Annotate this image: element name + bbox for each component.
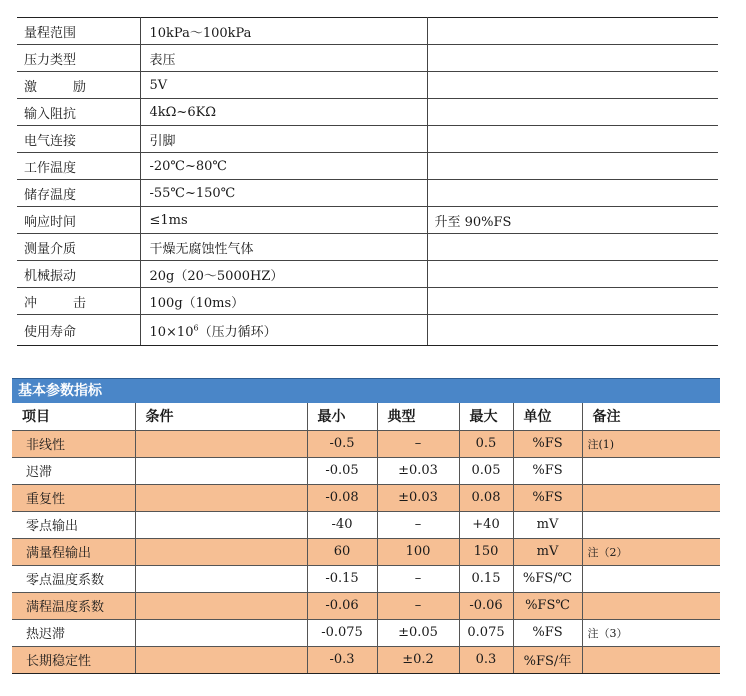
header-note: 备注 (582, 403, 720, 430)
param-row (12, 592, 720, 619)
header-min: 最小 (307, 403, 377, 430)
spec-label: 测量介质 (17, 234, 140, 261)
spec-label: 冲 击 (17, 288, 140, 315)
param-max: +40 (459, 511, 513, 538)
param-max: 150 (459, 538, 513, 565)
param-typ: ±0.03 (377, 484, 459, 511)
header-max: 最大 (459, 403, 513, 430)
param-unit: %FS (513, 484, 582, 511)
spec-value: 表压 (140, 45, 427, 72)
spec-row (17, 18, 718, 45)
param-unit: mV (513, 511, 582, 538)
param-item: 长期稳定性 (12, 646, 135, 673)
param-min: -0.08 (307, 484, 377, 511)
param-unit: %FS/年 (513, 646, 582, 673)
spec-label: 储存温度 (17, 180, 140, 207)
param-row (12, 457, 720, 484)
spec-row (17, 261, 718, 288)
param-item: 满量程输出 (12, 538, 135, 565)
spec-note (427, 315, 718, 346)
spec-label: 压力类型 (17, 45, 140, 72)
param-note (582, 511, 720, 538)
param-item: 重复性 (12, 484, 135, 511)
param-cond (135, 457, 307, 484)
param-item: 迟滞 (12, 457, 135, 484)
spec-value: 引脚 (140, 126, 427, 153)
spec-value: ≤1ms (140, 207, 427, 234)
param-unit: %FS/℃ (513, 565, 582, 592)
spec-note (427, 45, 718, 72)
spec-label: 机械振动 (17, 261, 140, 288)
spec-note (427, 72, 718, 99)
spec-row (17, 72, 718, 99)
spec-row (17, 126, 718, 153)
spec-value: 5V (140, 72, 427, 99)
spec-note (427, 153, 718, 180)
param-max: -0.06 (459, 592, 513, 619)
param-section (12, 378, 720, 674)
param-max: 0.15 (459, 565, 513, 592)
spec-value: 100g（10ms） (140, 288, 427, 315)
param-min: -0.3 (307, 646, 377, 673)
param-row (12, 430, 720, 457)
param-typ: ±0.05 (377, 619, 459, 646)
spec-value: 干燥无腐蚀性气体 (140, 234, 427, 261)
param-row (12, 646, 720, 673)
spec-value: 4kΩ~6KΩ (140, 99, 427, 126)
header-condition: 条件 (135, 403, 307, 430)
spec-value: 20g（20～5000HZ） (140, 261, 427, 288)
spec-note (427, 126, 718, 153)
param-unit: %FS (513, 619, 582, 646)
param-min: -0.05 (307, 457, 377, 484)
header-item: 项目 (12, 403, 135, 430)
param-item: 非线性 (12, 430, 135, 457)
spec-value: 10kPa～100kPa (140, 18, 427, 45)
param-min: 60 (307, 538, 377, 565)
spec-row (17, 288, 718, 315)
param-note (582, 646, 720, 673)
param-cond (135, 619, 307, 646)
param-row (12, 538, 720, 565)
param-table (12, 403, 720, 674)
param-typ: – (377, 511, 459, 538)
param-min: -0.15 (307, 565, 377, 592)
param-unit: mV (513, 538, 582, 565)
param-item: 热迟滞 (12, 619, 135, 646)
param-max: 0.075 (459, 619, 513, 646)
param-row (12, 511, 720, 538)
param-cond (135, 511, 307, 538)
param-cond (135, 565, 307, 592)
spec-row (17, 180, 718, 207)
spec-note (427, 180, 718, 207)
spec-label: 输入阻抗 (17, 99, 140, 126)
param-cond (135, 538, 307, 565)
spec-note (427, 261, 718, 288)
spec-table (17, 17, 718, 346)
param-typ: – (377, 565, 459, 592)
param-section-title: 基本参数指标 (12, 378, 720, 403)
param-note (582, 565, 720, 592)
param-note (582, 484, 720, 511)
header-typ: 典型 (377, 403, 459, 430)
spec-value: $10\times 10^6$（压力循环） (140, 315, 427, 346)
spec-row (17, 153, 718, 180)
param-max: 0.3 (459, 646, 513, 673)
param-unit: %FS (513, 430, 582, 457)
param-max: 0.08 (459, 484, 513, 511)
spec-label: 量程范围 (17, 18, 140, 45)
param-cond (135, 592, 307, 619)
spec-note (427, 288, 718, 315)
param-unit: %FS℃ (513, 592, 582, 619)
param-cond (135, 484, 307, 511)
param-typ: – (377, 430, 459, 457)
param-typ: – (377, 592, 459, 619)
param-max: 0.05 (459, 457, 513, 484)
param-note (582, 592, 720, 619)
param-min: -40 (307, 511, 377, 538)
param-note: 注(1) (582, 430, 720, 457)
spec-row (17, 234, 718, 261)
spec-value: -20℃~80℃ (140, 153, 427, 180)
spec-value: -55℃~150℃ (140, 180, 427, 207)
param-cond (135, 430, 307, 457)
spec-label: 工作温度 (17, 153, 140, 180)
spec-row (17, 315, 718, 346)
spec-label: 响应时间 (17, 207, 140, 234)
param-max: 0.5 (459, 430, 513, 457)
param-note: 注（3） (582, 619, 720, 646)
param-typ: ±0.2 (377, 646, 459, 673)
spec-note (427, 99, 718, 126)
param-row (12, 484, 720, 511)
param-note: 注（2） (582, 538, 720, 565)
param-item: 零点温度系数 (12, 565, 135, 592)
param-typ: 100 (377, 538, 459, 565)
param-item: 零点输出 (12, 511, 135, 538)
spec-label: 激 励 (17, 72, 140, 99)
spec-note (427, 18, 718, 45)
param-row (12, 565, 720, 592)
param-min: -0.075 (307, 619, 377, 646)
param-unit: %FS (513, 457, 582, 484)
param-header-row (12, 403, 720, 430)
header-unit: 单位 (513, 403, 582, 430)
param-min: -0.06 (307, 592, 377, 619)
param-row (12, 619, 720, 646)
spec-label: 电气连接 (17, 126, 140, 153)
spec-note (427, 234, 718, 261)
spec-row (17, 207, 718, 234)
param-item: 满程温度系数 (12, 592, 135, 619)
param-note (582, 457, 720, 484)
spec-row (17, 99, 718, 126)
param-typ: ±0.03 (377, 457, 459, 484)
spec-row (17, 45, 718, 72)
param-min: -0.5 (307, 430, 377, 457)
spec-note: 升至 90%FS (427, 207, 718, 234)
param-cond (135, 646, 307, 673)
spec-label: 使用寿命 (17, 315, 140, 346)
